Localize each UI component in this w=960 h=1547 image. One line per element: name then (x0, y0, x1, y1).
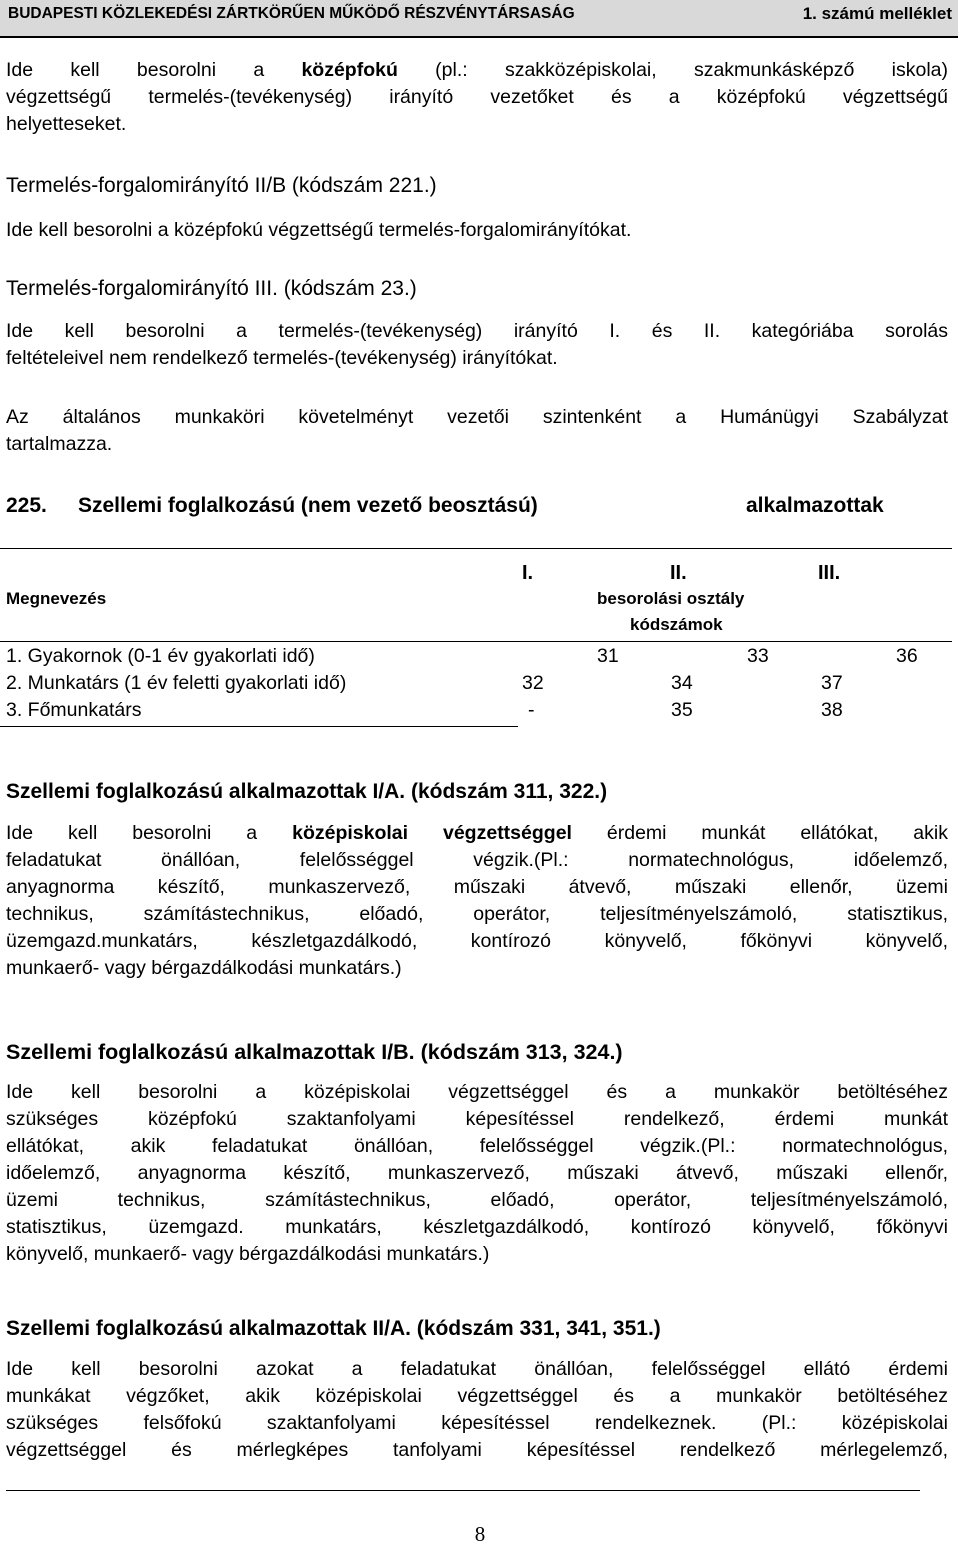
row-name: 1. Gyakornok (0-1 év gyakorlati idő) (6, 645, 315, 667)
iii-line-2: feltételeivel nem rendelkező termelés-(tevékenység) irányítókat. (6, 347, 558, 369)
table-top-rule (0, 548, 952, 549)
ib-line-6: statisztikus, üzemgazd. munkatárs, készletgazdálkodó, kontírozó könyvelő, főkönyvi (6, 1216, 948, 1238)
table-bottom-rule (0, 726, 518, 727)
intro-line-1: Ide kell besorolni a középfokú (pl.: szakközépiskolai, szakmunkásképző iskola) (6, 59, 948, 81)
ib-line-4: időelemző, anyagnorma készítő, munkaszervező, műszaki átvevő, műszaki ellenőr, (6, 1162, 948, 1184)
company-name: BUDAPESTI KÖZLEKEDÉSI ZÁRTKÖRŰEN MŰKÖDŐ RÉSZVÉNYTÁRSASÁG (8, 5, 575, 22)
table-subheader-2: kódszámok (630, 615, 723, 634)
column-label: Megnevezés (6, 589, 107, 608)
iia-line-1: Ide kell besorolni azokat a feladatukat önállóan, felelősséggel ellátó érdemi (6, 1358, 948, 1380)
ia-line-5: üzemgazd.munkatárs, készletgazdálkodó, kontírozó könyvelő, főkönyvi könyvelő, (6, 930, 948, 952)
section-225-title-end: alkalmazottak (746, 494, 884, 517)
ia-line-6: munkaerő- vagy bérgazdálkodási munkatárs.) (6, 957, 402, 979)
iia-line-2: munkákat végzőket, akik középiskolai végzettséggel és a munkakör betöltéséhez (6, 1385, 948, 1407)
row-code-3: 37 (821, 672, 843, 694)
iia-line-3: szükséges felsőfokú szaktanfolyami képesítéssel rendelkeznek. (Pl.: középiskolai (6, 1412, 948, 1434)
ia-line-2: feladatukat önállóan, felelősséggel végzik.(Pl.: normatechnológus, időelemző, (6, 849, 948, 871)
class-i-header: I. (522, 562, 534, 584)
general-line-1: Az általános munkaköri követelményt vezetői szintenként a Humánügyi Szabályzat (6, 406, 948, 428)
table-header-rule (0, 641, 952, 642)
ia-line-1: Ide kell besorolni a középiskolai végzettséggel érdemi munkát ellátókat, akik (6, 822, 948, 844)
annex-label: 1. számú melléklet (802, 4, 952, 23)
iib-heading: Termelés-forgalomirányító II/B (kódszám 221.) (6, 174, 437, 197)
intro-paragraph (6, 57, 948, 138)
iii-paragraph (6, 318, 948, 372)
row-code-3: 38 (821, 699, 843, 721)
row-code-2: 34 (671, 672, 693, 694)
general-paragraph (6, 404, 948, 458)
ia-paragraph (6, 820, 948, 982)
iia-line-4: végzettséggel és mérlegképes tanfolyami képesítéssel rendelkező mérlegelemző, (6, 1439, 948, 1461)
ia-line-4: technikus, számítástechnikus, előadó, operátor, teljesítményelszámoló, statisztikus, (6, 903, 948, 925)
class-ii-header: II. (670, 562, 687, 584)
page-header (0, 0, 958, 38)
row-name: 2. Munkatárs (1 év feletti gyakorlati idő) (6, 672, 347, 694)
row-code-2: 33 (747, 645, 769, 667)
ib-line-3: ellátókat, akik feladatukat önállóan, felelősséggel végzik.(Pl.: normatechnológus, (6, 1135, 948, 1157)
section-225-number: 225. (6, 494, 47, 517)
ib-line-5: üzemi technikus, számítástechnikus, előadó, operátor, teljesítményelszámoló, (6, 1189, 948, 1211)
iii-line-1: Ide kell besorolni a termelés-(tevékenység) irányító I. és II. kategóriába sorolás (6, 320, 948, 342)
ib-line-7: könyvelő, munkaerő- vagy bérgazdálkodási munkatárs.) (6, 1243, 490, 1265)
intro-line-3: helyetteseket. (6, 113, 127, 135)
row-code-1: 32 (522, 672, 544, 694)
row-code-1: - (528, 699, 535, 721)
row-code-1: 31 (597, 645, 619, 667)
ib-paragraph (6, 1079, 948, 1268)
iia-heading: Szellemi foglalkozású alkalmazottak II/A. (kódszám 331, 341, 351.) (6, 1317, 661, 1340)
class-iii-header: III. (818, 562, 841, 584)
row-code-3: 36 (896, 645, 918, 667)
row-name: 3. Főmunkatárs (6, 699, 142, 721)
iii-heading: Termelés-forgalomirányító III. (kódszám 23.) (6, 277, 417, 300)
ia-heading: Szellemi foglalkozású alkalmazottak I/A. (kódszám 311, 322.) (6, 780, 608, 803)
ib-line-2: szükséges középfokú szaktanfolyami képesítéssel rendelkező, érdemi munkát (6, 1108, 948, 1130)
iia-paragraph (6, 1356, 948, 1464)
page-number: 8 (474, 1522, 486, 1546)
general-line-2: tartalmazza. (6, 433, 113, 455)
footer-rule (6, 1490, 920, 1491)
section-225-title: Szellemi foglalkozású (nem vezető beosztású) (78, 494, 538, 517)
table-subheader-1: besorolási osztály (597, 589, 745, 608)
ib-line-1: Ide kell besorolni a középiskolai végzettséggel és a munkakör betöltéséhez (6, 1081, 948, 1103)
iib-text: Ide kell besorolni a középfokú végzettségű termelés-forgalomirányítókat. (6, 219, 632, 241)
intro-line-2: végzettségű termelés-(tevékenység) irányító vezetőket és a középfokú végzettségű (6, 86, 948, 108)
row-code-2: 35 (671, 699, 693, 721)
ib-heading: Szellemi foglalkozású alkalmazottak I/B. (kódszám 313, 324.) (6, 1040, 623, 1064)
ia-line-3: anyagnorma készítő, munkaszervező, műszaki átvevő, műszaki ellenőr, üzemi (6, 876, 948, 898)
